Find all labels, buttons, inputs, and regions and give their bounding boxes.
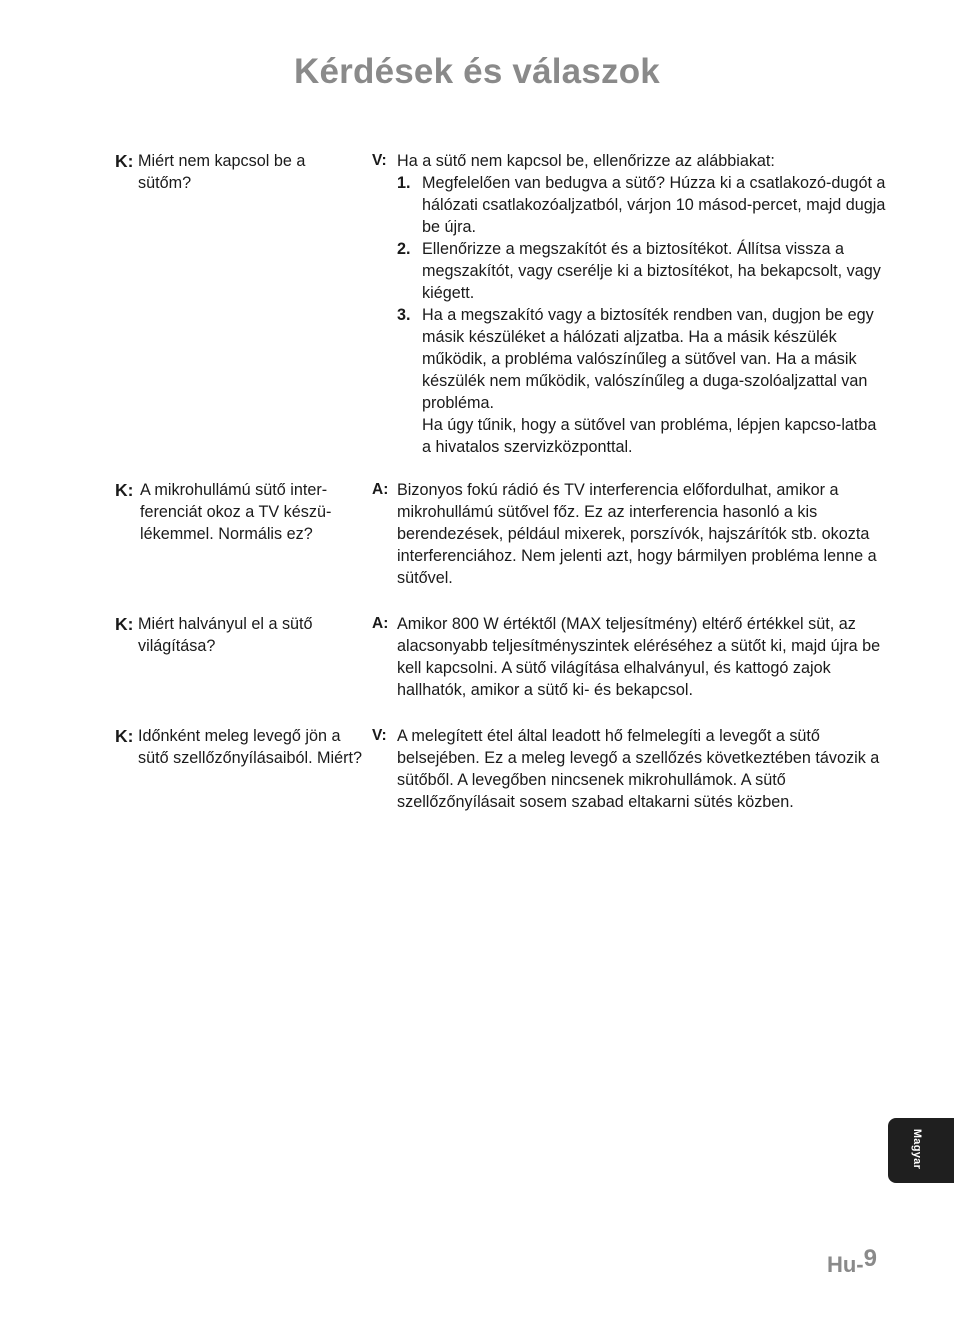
answer-label: A:	[372, 615, 389, 632]
answer-text: Bizonyos fokú rádió és TV interferencia előfordulhat, amikor a mikrohullámú sütővel főz. Ez az interferencia hasonló a kis berendezések, például mixerek, porszívók, hajszárítók stb. okozta interferenciához. Nem jelenti azt, hogy bármilyen probléma lenne a sütővel.	[397, 481, 877, 587]
answer-text: A melegített étel által leadott hő felmelegíti a levegőt a sütő belsejében. Ez a meleg levegő a szellőzés következtében távozik a sütőből. A levegőben nincsenek mikrohullámok. A sütő szellőzőnyílásait sosem szabad eltakarni sütés közben.	[397, 727, 880, 811]
question-label: K:	[115, 614, 134, 634]
list-item	[397, 304, 887, 458]
step-text: Ellenőrizze a megszakítót és a biztosítékot. Állítsa vissza a megszakítót, vagy cserélje ki a biztosítékot, ha bekapcsolt, vagy kiégett.	[422, 240, 881, 302]
question-text: Miért nem kapcsol be a sütőm?	[138, 152, 306, 192]
answer-text: Ha a sütő nem kapcsol be, ellenőrizze az alábbiakat:	[397, 152, 775, 170]
question	[115, 150, 363, 194]
answer-text: Amikor 800 W értéktől (MAX teljesítmény) eltérő értékkel süt, az alacsonyabb teljesítményszintek eléréséhez a sütőt ki, majd újra be kell kapcsolni. A sütő világítása elhalványul, és kattogó zajok hallhatók, amikor a sütő ki- és bekapcsol.	[397, 615, 881, 699]
page-number	[826, 1245, 877, 1279]
question-label: K:	[115, 151, 134, 171]
step-note: Ha úgy tűnik, hogy a sütővel van probléma, lépjen kapcso-latba a hivatalos szervizközponttal.	[422, 416, 877, 456]
question-text: A mikrohullámú sütő inter-ferenciát okoz a TV készü-lékemmel. Normális ez?	[140, 481, 332, 543]
answer	[372, 479, 887, 589]
answer-label: V:	[372, 727, 387, 744]
answer-steps	[397, 172, 887, 458]
page-number-value: 9	[863, 1245, 877, 1272]
answer-label: A:	[372, 481, 389, 498]
language-tab-label: Magyar	[911, 1128, 923, 1170]
language-tab	[888, 1118, 954, 1183]
answer	[372, 725, 887, 813]
question-text: Időnként meleg levegő jön a sütő szellőzőnyílásaiból. Miért?	[138, 727, 363, 767]
list-item	[397, 238, 887, 304]
page-title: Kérdések és válaszok	[294, 52, 660, 91]
question	[115, 725, 363, 769]
step-number: 1.	[397, 174, 411, 192]
step-number: 3.	[397, 306, 411, 324]
step-number: 2.	[397, 240, 411, 258]
page-number-prefix: Hu-	[826, 1252, 864, 1277]
question-label: K:	[115, 480, 134, 500]
list-item	[397, 172, 887, 238]
question	[115, 613, 363, 657]
answer	[372, 150, 887, 458]
question-label: K:	[115, 726, 134, 746]
question	[115, 479, 363, 545]
step-text: Ha a megszakító vagy a biztosíték rendben van, dugjon be egy másik készüléket a hálózati aljzatba. Ha a másik készülék működik, a probléma valószínűleg a sütővel van. Ha a másik készülék nem működik, valószínűleg a duga-szolóaljzattal van probléma.	[422, 306, 874, 412]
step-text: Megfelelően van bedugva a sütő? Húzza ki a csatlakozó-dugót a hálózati csatlakozóaljzatból, várjon 10 másod-percet, majd dugja be újra.	[422, 174, 886, 236]
answer-label: V:	[372, 152, 387, 169]
question-text: Miért halványul el a sütő világítása?	[138, 615, 313, 655]
answer	[372, 613, 887, 701]
